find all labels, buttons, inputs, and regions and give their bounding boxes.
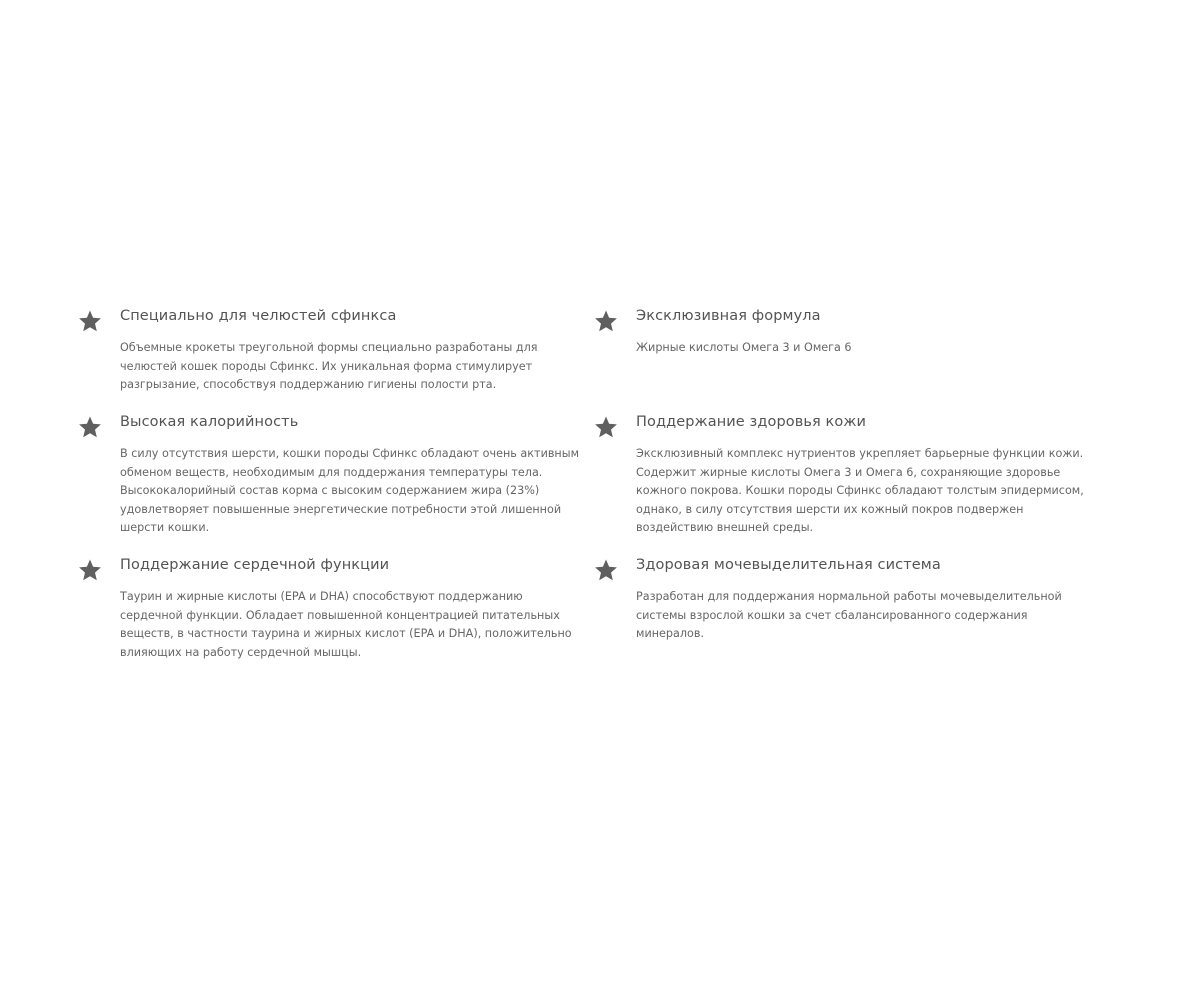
star-icon <box>594 309 618 333</box>
feature-description: Разработан для поддержания нормальной работы мочевыделительной системы взрослой кошки за счет сбалансированного содержания минералов. <box>636 590 1062 641</box>
feature-item-urinary <box>594 555 1110 675</box>
star-icon <box>594 558 618 582</box>
feature-description: Эксклюзивный комплекс нутриентов укрепляет барьерные функции кожи. Содержит жирные кислоты Омега 3 и Омега 6, сохраняющие здоровье кожного покрова. Кошки породы Сфинкс обладают толстым эпидермисом, однако, в силу отсутствия шерсти их кожный покров подвержен воздействию внешней среды. <box>636 447 1084 535</box>
feature-title: Здоровая мочевыделительная система <box>636 557 941 573</box>
star-icon <box>78 558 102 582</box>
feature-title: Эксклюзивная формула <box>636 308 821 324</box>
star-icon <box>78 415 102 439</box>
feature-title: Специально для челюстей сфинкса <box>120 308 397 324</box>
feature-description: Объемные крокеты треугольной формы специально разработаны для челюстей кошек породы Сфинкс. Их уникальная форма стимулирует разгрызание, способствуя поддержанию гигиены полости рта. <box>120 341 538 392</box>
features-grid <box>78 306 1138 675</box>
star-icon <box>594 415 618 439</box>
feature-item-heart <box>78 555 594 675</box>
feature-description: Жирные кислоты Омега 3 и Омега 6 <box>636 341 852 354</box>
feature-item-calories <box>78 412 594 555</box>
star-icon <box>78 309 102 333</box>
feature-title: Поддержание здоровья кожи <box>636 414 867 430</box>
feature-item-formula <box>594 306 1110 412</box>
feature-title: Поддержание сердечной функции <box>120 557 390 573</box>
feature-item-skin <box>594 412 1110 555</box>
feature-description: Таурин и жирные кислоты (EPA и DHA) способствуют поддержанию сердечной функции. Обладает повышенной концентрацией питательных веществ, в частности таурина и жирных кислот (EPA и DHA), положительно влияющих на работу сердечной мышцы. <box>120 590 572 659</box>
feature-description: В силу отсутствия шерсти, кошки породы Сфинкс обладают очень активным обменом веществ, необходимым для поддержания температуры тела. Высококалорийный состав корма с высоким содержанием жира (23%) удовлетворяет повышенные энергетические потребности этой лишенной шерсти кошки. <box>120 447 580 535</box>
feature-item-jaws <box>78 306 594 412</box>
feature-title: Высокая калорийность <box>120 414 299 430</box>
